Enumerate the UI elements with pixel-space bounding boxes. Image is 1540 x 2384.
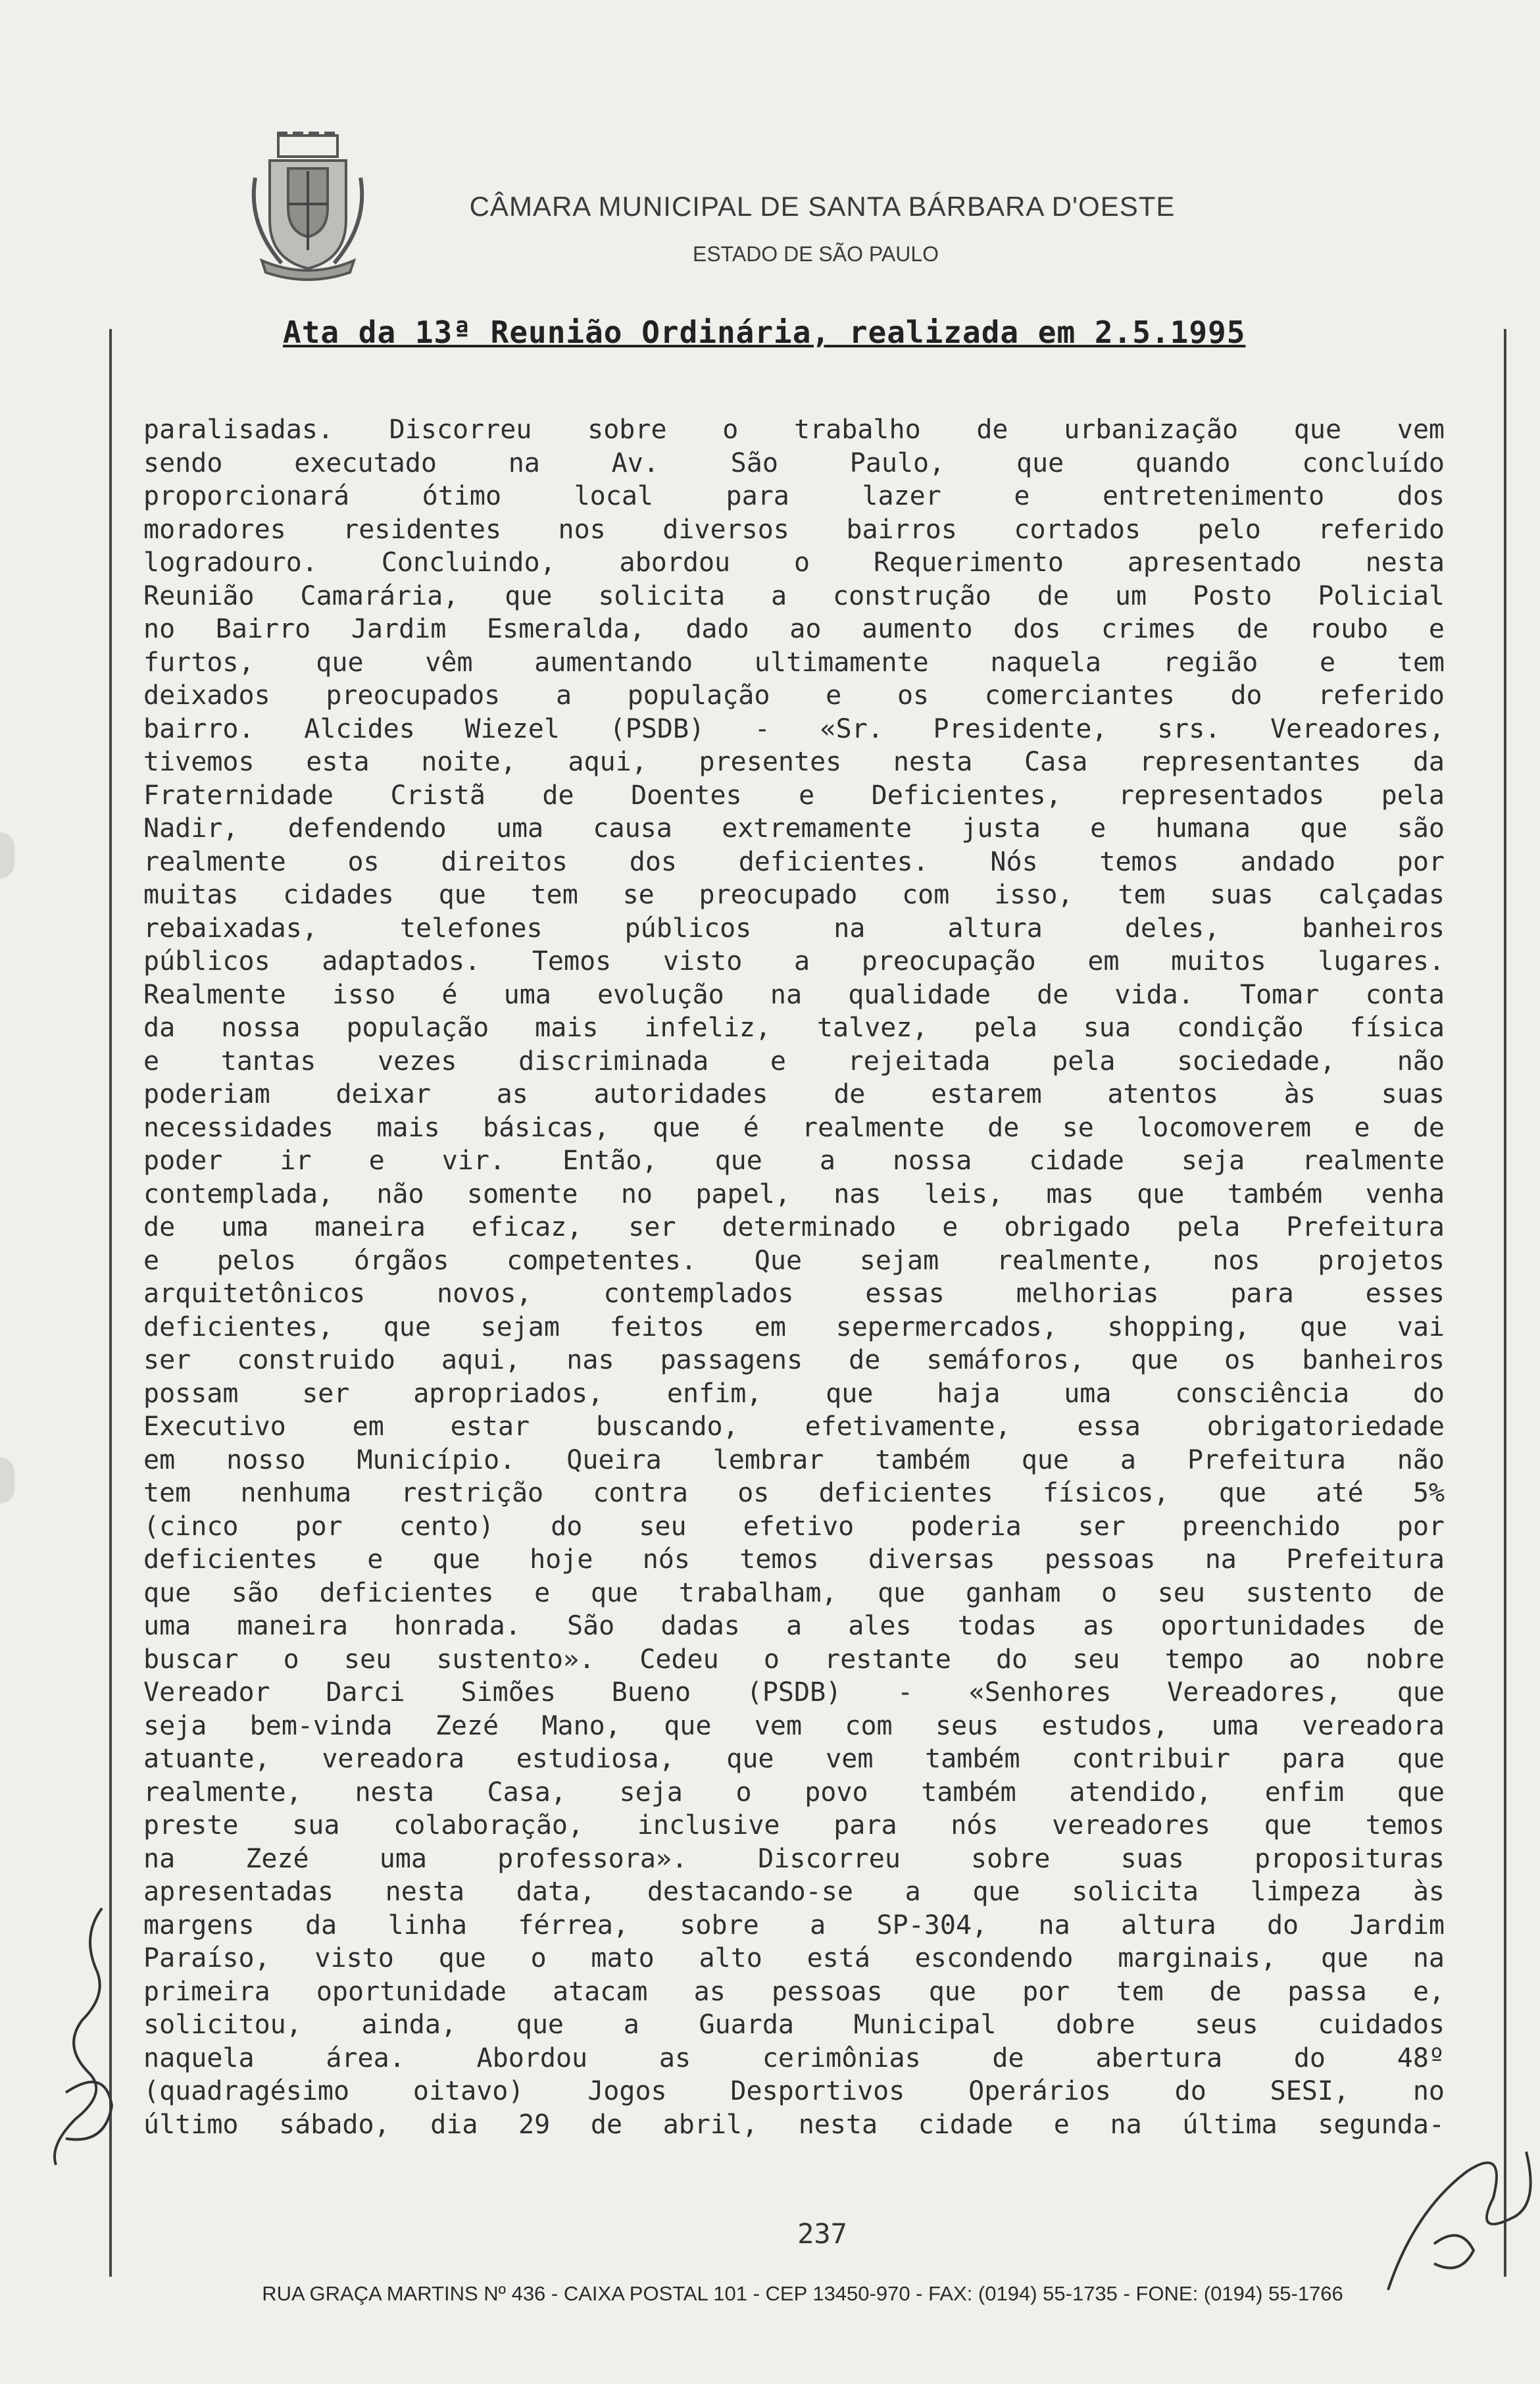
punch-hole bbox=[0, 832, 14, 878]
body-line: logradouro. Concluindo, abordou o Requerimento apresentado nesta bbox=[143, 547, 1445, 578]
body-line: que são deficientes e que trabalham, que ganham o seu sustento de bbox=[143, 1577, 1445, 1608]
body-line: e pelos órgãos competentes. Que sejam realmente, nos projetos bbox=[143, 1245, 1445, 1276]
body-line: Realmente isso é uma evolução na qualidade de vida. Tomar conta bbox=[143, 979, 1445, 1010]
body-line: paralisadas. Discorreu sobre o trabalho de urbanização que vem bbox=[143, 415, 1445, 445]
body-line: Vereador Darci Simões Bueno (PSDB) - «Senhores Vereadores, que bbox=[143, 1677, 1445, 1708]
body-line: de uma maneira eficaz, ser determinado e obrigado pela Prefeitura bbox=[143, 1212, 1445, 1242]
body-line: atuante, vereadora estudiosa, que vem também contribuir para que bbox=[143, 1744, 1445, 1774]
body-line: margens da linha férrea, sobre a SP-304, na altura do Jardim bbox=[143, 1910, 1445, 1940]
body-line: ser construido aqui, nas passagens de semáforos, que os banheiros bbox=[143, 1345, 1445, 1375]
body-line: tivemos esta noite, aqui, presentes nesta Casa representantes da bbox=[143, 747, 1445, 777]
body-line: Reunião Camarária, que solicita a construção de um Posto Policial bbox=[143, 580, 1445, 611]
body-line: (cinco por cento) do seu efetivo poderia ser preenchido por bbox=[143, 1511, 1445, 1542]
body-line: realmente os direitos dos deficientes. Nós temos andado por bbox=[143, 846, 1445, 877]
body-line: bairro. Alcides Wiezel (PSDB) - «Sr. Presidente, srs. Vereadores, bbox=[143, 713, 1445, 744]
body-line: arquitetônicos novos, contemplados essas melhorias para esses bbox=[143, 1279, 1445, 1309]
body-line: apresentadas nesta data, destacando-se a que solicita limpeza às bbox=[143, 1877, 1445, 1907]
body-line: preste sua colaboração, inclusive para nós vereadores que temos bbox=[143, 1810, 1445, 1840]
handwritten-signature-left bbox=[39, 1895, 125, 2171]
body-line: em nosso Município. Queira lembrar também que a Prefeitura não bbox=[143, 1444, 1445, 1475]
body-line: primeira oportunidade atacam as pessoas que por tem de passa e, bbox=[143, 1976, 1445, 2007]
body-line: seja bem-vinda Zezé Mano, que vem com seus estudos, uma vereadora bbox=[143, 1710, 1445, 1741]
minute-body bbox=[143, 413, 1445, 2141]
body-line: Paraíso, visto que o mato alto está escondendo marginais, que na bbox=[143, 1943, 1445, 1973]
body-line: deficientes e que hoje nós temos diversas pessoas na Prefeitura bbox=[143, 1544, 1445, 1575]
body-line: poder ir e vir. Então, que a nossa cidade seja realmente bbox=[143, 1146, 1445, 1176]
state-name: ESTADO DE SÃO PAULO bbox=[692, 242, 939, 266]
body-line: furtos, que vêm aumentando ultimamente naquela região e tem bbox=[143, 647, 1445, 678]
body-line: na Zezé uma professora». Discorreu sobre suas proposituras bbox=[143, 1843, 1445, 1874]
body-line: no Bairro Jardim Esmeralda, dado ao aumento dos crimes de roubo e bbox=[143, 614, 1445, 644]
body-line: sendo executado na Av. São Paulo, que quando concluído bbox=[143, 447, 1445, 478]
body-line: Executivo em estar buscando, efetivamente, essa obrigatoriedade bbox=[143, 1411, 1445, 1442]
institution-name: CÂMARA MUNICIPAL DE SANTA BÁRBARA D'OESTE bbox=[469, 191, 1176, 222]
body-line: contemplada, não somente no papel, nas leis, mas que também venha bbox=[143, 1179, 1445, 1209]
municipal-coat-of-arms-icon bbox=[242, 132, 374, 283]
body-line: rebaixadas, telefones públicos na altura deles, banheiros bbox=[143, 913, 1445, 944]
body-line: uma maneira honrada. São dadas a ales todas as oportunidades de bbox=[143, 1611, 1445, 1641]
footer-address: RUA GRAÇA MARTINS Nº 436 - CAIXA POSTAL 101 - CEP 13450-970 - FAX: (0194) 55-1735 - FONE: (0194) 55-1766 bbox=[262, 2282, 1343, 2305]
body-line: moradores residentes nos diversos bairros cortados pelo referido bbox=[143, 514, 1445, 545]
margin-rule-right bbox=[1504, 329, 1506, 2277]
body-line: Nadir, defendendo uma causa extremamente justa e humana que são bbox=[143, 813, 1445, 844]
handwritten-signature-right bbox=[1368, 2073, 1539, 2310]
body-line: (quadragésimo oitavo) Jogos Desportivos Operários do SESI, no bbox=[143, 2076, 1445, 2106]
body-line: muitas cidades que tem se preocupado com isso, tem suas calçadas bbox=[143, 880, 1445, 910]
page-number: 237 bbox=[797, 2218, 847, 2250]
body-line: e tantas vezes discriminada e rejeitada pela sociedade, não bbox=[143, 1046, 1445, 1077]
body-line: da nossa população mais infeliz, talvez, pela sua condição física bbox=[143, 1013, 1445, 1043]
body-line: possam ser apropriados, enfim, que haja uma consciência do bbox=[143, 1378, 1445, 1409]
body-line: proporcionará ótimo local para lazer e entretenimento dos bbox=[143, 481, 1445, 511]
body-line: deficientes, que sejam feitos em sepermercados, shopping, que vai bbox=[143, 1311, 1445, 1342]
body-line: Fraternidade Cristã de Doentes e Deficientes, representados pela bbox=[143, 780, 1445, 811]
body-line: naquela área. Abordou as cerimônias de abertura do 48º bbox=[143, 2042, 1445, 2073]
punch-hole bbox=[0, 1458, 14, 1504]
body-line: poderiam deixar as autoridades de estarem atentos às suas bbox=[143, 1079, 1445, 1109]
body-line: públicos adaptados. Temos visto a preocupação em muitos lugares. bbox=[143, 946, 1445, 976]
body-line: último sábado, dia 29 de abril, nesta cidade e na última segunda- bbox=[143, 2109, 1445, 2140]
body-line: realmente, nesta Casa, seja o povo também atendido, enfim que bbox=[143, 1777, 1445, 1808]
body-line: necessidades mais básicas, que é realmente de se locomoverem e de bbox=[143, 1112, 1445, 1143]
body-line: tem nenhuma restrição contra os deficientes físicos, que até 5% bbox=[143, 1478, 1445, 1508]
body-line: buscar o seu sustento». Cedeu o restante do seu tempo ao nobre bbox=[143, 1644, 1445, 1675]
body-line: solicitou, ainda, que a Guarda Municipal dobre seus cuidados bbox=[143, 2010, 1445, 2040]
body-line: deixados preocupados a população e os comerciantes do referido bbox=[143, 680, 1445, 711]
minute-title: Ata da 13ª Reunião Ordinária, realizada em 2.5.1995 bbox=[283, 315, 1246, 350]
